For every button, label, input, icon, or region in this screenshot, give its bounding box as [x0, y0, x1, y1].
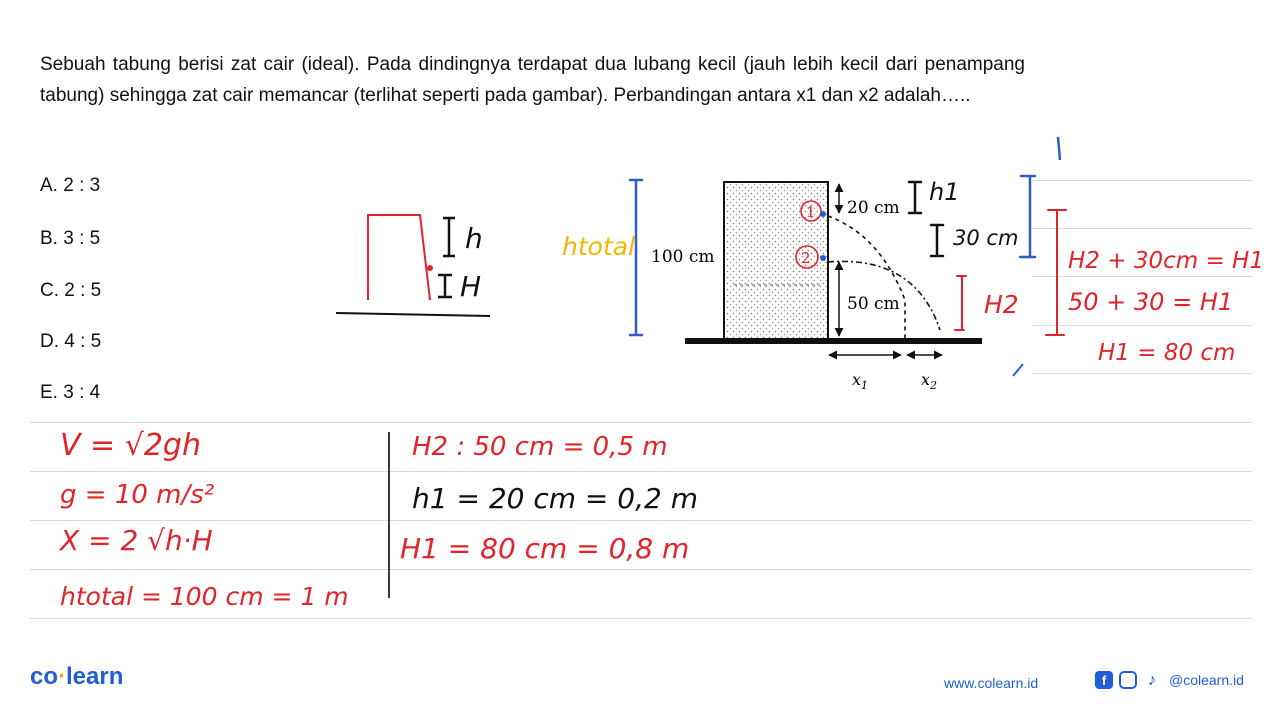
label-50cm: 50 cm [847, 294, 900, 314]
note-eq3: H1 = 80 cm [1098, 340, 1236, 366]
note-h1-value: h1 = 20 cm = 0,2 m [412, 482, 698, 515]
note-h-total: htotal [562, 232, 636, 261]
sketch-H-bracket [438, 275, 452, 297]
note-x-formula: X = 2 √h·H [60, 524, 213, 557]
tiktok-icon[interactable]: ♪ [1147, 670, 1157, 689]
sketch-h-bracket [443, 218, 455, 256]
note-gravity: g = 10 m/s² [60, 480, 215, 510]
note-H1-value: H1 = 80 cm = 0,8 m [400, 532, 690, 565]
hole-2-dot [820, 255, 826, 261]
option-a[interactable]: A. 2 : 3 [40, 175, 101, 196]
facebook-icon[interactable]: f [1095, 671, 1113, 689]
note-H2: H2 [984, 290, 1019, 319]
note-30cm: 30 cm [953, 226, 1019, 250]
option-d[interactable]: D. 4 : 5 [40, 331, 102, 352]
H2-bracket [955, 276, 966, 330]
question-text: Sebuah tabung berisi zat cair (ideal). Pada dindingnya terdapat dua lubang kecil (jauh lebih kecil dari penampang tabung) sehingga zat cair memancar (terlihat seperti pada gambar). Perbandingan antara x1 dan x2 adalah….. [40, 54, 1025, 106]
stroke-mark [1058, 137, 1060, 160]
colearn-logo[interactable]: co·learn [30, 663, 124, 690]
option-b[interactable]: B. 3 : 5 [40, 228, 101, 249]
note-h-total-value: htotal = 100 cm = 1 m [60, 582, 349, 611]
note-big-H: H [460, 270, 482, 303]
stroke-mark [1013, 364, 1023, 376]
right-bracket-2 [1046, 210, 1066, 335]
social-links [1095, 671, 1244, 689]
label-100cm: 100 cm [651, 247, 715, 267]
sketch-hole [427, 265, 433, 271]
website-link[interactable]: www.colearn.id [944, 675, 1039, 691]
h1-bracket [909, 182, 921, 213]
hole-2-number: 2 [801, 249, 811, 267]
instagram-icon[interactable] [1119, 671, 1137, 689]
sketch-ground [336, 313, 490, 316]
note-eq1: H2 + 30cm = H1 [1068, 248, 1264, 274]
note-velocity-formula: V = √2gh [60, 428, 201, 463]
hole-1-dot [820, 211, 826, 217]
note-h1: h1 [929, 178, 960, 206]
option-c[interactable]: C. 2 : 5 [40, 280, 102, 301]
option-e[interactable]: E. 3 : 4 [40, 382, 101, 403]
social-handle[interactable]: @colearn.id [1169, 672, 1244, 688]
x1-var: x1 [796, 85, 817, 106]
right-bracket-1 [1020, 176, 1035, 257]
x2-var: x2 [858, 85, 879, 106]
label-x1: $x_1$ [852, 370, 869, 392]
note-H2-value: H2 : 50 cm = 0,5 m [412, 432, 668, 462]
note-small-h: h [465, 222, 483, 255]
note-eq2: 50 + 30 = H1 [1068, 288, 1234, 316]
cm30-bracket [931, 225, 943, 256]
tank-sketch [368, 215, 430, 300]
label-20cm: 20 cm [847, 198, 900, 218]
label-x2: $x_2$ [921, 370, 938, 392]
hole-1-number: 1 [806, 203, 816, 221]
